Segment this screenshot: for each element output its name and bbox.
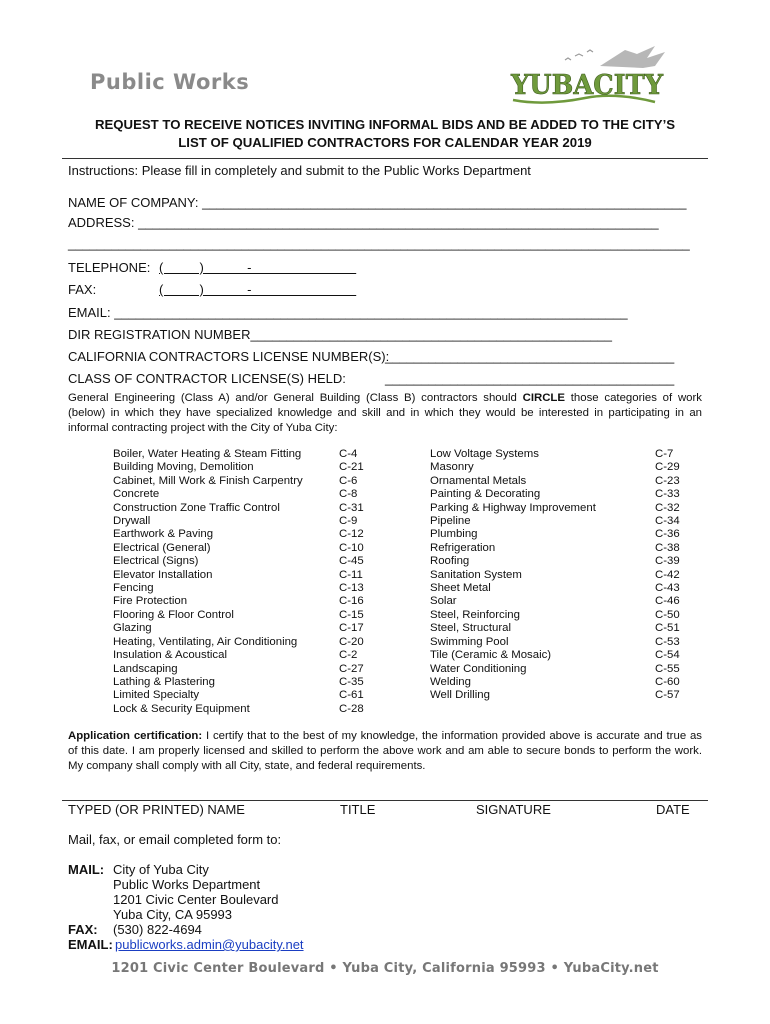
date-label: DATE — [656, 802, 690, 817]
left-code[interactable]: C-11 — [339, 568, 363, 581]
right-name[interactable]: Swimming Pool — [430, 635, 509, 648]
certification-label: Application certification: — [68, 730, 203, 742]
right-name[interactable]: Steel, Structural — [430, 622, 512, 635]
printed-name-label: TYPED (OR PRINTED) NAME — [68, 802, 245, 817]
right-code[interactable]: C-33 — [655, 488, 680, 501]
right-code[interactable]: C-34 — [655, 515, 680, 528]
signature-line[interactable] — [62, 800, 708, 801]
left-name[interactable]: Lock & Security Equipment — [113, 702, 250, 715]
left-code[interactable]: C-12 — [339, 528, 364, 541]
mail-label: MAIL: — [68, 862, 105, 877]
left-name[interactable]: Electrical (General) — [113, 541, 211, 554]
yuba-city-logo — [505, 44, 675, 116]
left-code[interactable]: C-21 — [339, 461, 364, 474]
dir-registration-field[interactable]: DIR REGISTRATION NUMBER__________________________________________________ — [68, 327, 612, 342]
mail-address-1: City of Yuba City — [113, 862, 209, 877]
right-name[interactable]: Roofing — [430, 555, 470, 568]
right-code[interactable]: C-53 — [655, 635, 680, 648]
instructions: Instructions: Please fill in completely and submit to the Public Works Department — [68, 163, 531, 178]
left-code[interactable]: C-35 — [339, 675, 364, 688]
left-code[interactable]: C-4 — [339, 448, 358, 460]
left-name[interactable]: Cabinet, Mill Work & Finish Carpentry — [113, 474, 303, 487]
right-code[interactable]: C-7 — [655, 448, 674, 460]
right-name[interactable]: Steel, Reinforcing — [430, 608, 520, 621]
right-code[interactable]: C-39 — [655, 555, 680, 568]
right-code[interactable]: C-60 — [655, 675, 680, 688]
circle-emphasis: CIRCLE — [522, 392, 565, 404]
right-code[interactable]: C-51 — [655, 622, 680, 635]
right-name[interactable]: Masonry — [430, 461, 474, 474]
right-name[interactable]: Sanitation System — [430, 568, 522, 581]
left-code[interactable]: C-31 — [339, 501, 364, 514]
general-instructions — [68, 391, 702, 436]
left-name[interactable]: Glazing — [113, 622, 152, 635]
right-code[interactable]: C-23 — [655, 474, 680, 487]
telephone-label: TELEPHONE: — [68, 260, 151, 275]
left-code[interactable]: C-10 — [339, 541, 364, 554]
right-name[interactable]: Pipeline — [430, 515, 471, 528]
left-name[interactable]: Flooring & Floor Control — [113, 608, 234, 621]
right-name[interactable]: Well Drilling — [430, 689, 490, 702]
email-link[interactable]: publicworks.admin@yubacity.net — [115, 937, 304, 952]
right-code[interactable]: C-42 — [655, 568, 680, 581]
form-title-line-2: LIST OF QUALIFIED CONTRACTORS FOR CALENDAR YEAR 2019 — [178, 135, 592, 150]
left-name[interactable]: Lathing & Plastering — [113, 675, 215, 688]
fax-number: (530) 822-4694 — [113, 922, 202, 937]
mail-address-4: Yuba City, CA 95993 — [113, 907, 233, 922]
address-field[interactable]: ADDRESS: ________________________________________________________________________ — [68, 215, 659, 230]
email-field[interactable]: EMAIL: _______________________________________________________________________ — [68, 305, 628, 320]
right-name[interactable]: Welding — [430, 675, 471, 688]
department-name: Public Works — [90, 70, 250, 94]
right-name[interactable]: Refrigeration — [430, 541, 496, 554]
right-code[interactable]: C-32 — [655, 501, 680, 514]
left-code[interactable]: C-28 — [339, 702, 364, 715]
title-label: TITLE — [340, 802, 376, 817]
general-text-before: General Engineering (Class A) and/or General Building (Class B) contractors should — [68, 392, 523, 404]
mail-instructions: Mail, fax, or email completed form to: — [68, 832, 282, 847]
left-name[interactable]: Boiler, Water Heating & Steam Fitting — [113, 448, 302, 460]
left-name[interactable]: Landscaping — [113, 662, 178, 675]
address-line-2-field[interactable]: ______________________________________________________________________________________ — [68, 236, 690, 251]
footer-address: 1201 Civic Center Boulevard • Yuba City, California 95993 • YubaCity.net — [111, 961, 659, 976]
left-code[interactable]: C-13 — [339, 582, 364, 595]
right-code[interactable]: C-38 — [655, 541, 680, 554]
right-name[interactable]: Tile (Ceramic & Mosaic) — [430, 649, 552, 662]
left-code[interactable]: C-61 — [339, 689, 364, 702]
right-code[interactable]: C-43 — [655, 582, 680, 595]
left-name[interactable]: Fencing — [113, 582, 154, 595]
left-code[interactable]: C-6 — [339, 474, 358, 487]
left-name[interactable]: Fire Protection — [113, 595, 188, 608]
left-name[interactable]: Building Moving, Demolition — [113, 461, 254, 474]
right-code[interactable]: C-55 — [655, 662, 680, 675]
right-code[interactable]: C-36 — [655, 528, 680, 541]
logo-text: YUBACITY — [510, 70, 664, 101]
license-number-field[interactable]: ________________________________________ — [385, 349, 675, 364]
categories-right-names — [430, 448, 596, 703]
right-name[interactable]: Plumbing — [430, 528, 478, 541]
left-name[interactable]: Construction Zone Traffic Control — [113, 501, 280, 514]
left-code[interactable]: C-27 — [339, 662, 364, 675]
license-number-label: CALIFORNIA CONTRACTORS LICENSE NUMBER(S): — [68, 349, 390, 364]
fax-label: FAX: — [68, 282, 97, 297]
right-name[interactable]: Low Voltage Systems — [430, 448, 539, 460]
right-name[interactable]: Water Conditioning — [430, 662, 527, 675]
right-code[interactable]: C-50 — [655, 608, 680, 621]
left-name[interactable]: Earthwork & Paving — [113, 528, 214, 541]
general-text-after: those categories of work (below) in which they have specialized knowledge and skill and in which they would be interested in participating in an informal contracting project with the City of Yuba City: — [68, 392, 702, 434]
categories-left-names — [113, 448, 303, 716]
left-code[interactable]: C-15 — [339, 608, 364, 621]
left-name[interactable]: Heating, Ventilating, Air Conditioning — [113, 635, 298, 648]
form-title-line-1: REQUEST TO RECEIVE NOTICES INVITING INFORMAL BIDS AND BE ADDED TO THE CITY’S — [94, 117, 676, 132]
right-code[interactable]: C-57 — [655, 689, 680, 702]
mail-address-2: Public Works Department — [113, 877, 261, 892]
company-name-field[interactable]: NAME OF COMPANY: ___________________________________________________________________ — [68, 195, 687, 210]
left-code[interactable]: C-45 — [339, 555, 364, 568]
left-name[interactable]: Insulation & Acoustical — [113, 649, 227, 662]
certification-text: I certify that to the best of my knowledge, the information provided above is accurate and true as of this date. I am properly licensed and skilled to perform the above work and am able to secure bonds to perform the work. My company shall comply with all City, state, and federal requirements. — [68, 730, 702, 772]
fax-field[interactable]: ( ) - — [159, 282, 357, 297]
signature-label: SIGNATURE — [476, 802, 551, 817]
left-code[interactable]: C-2 — [339, 649, 358, 662]
right-name[interactable]: Ornamental Metals — [430, 474, 527, 487]
left-code[interactable]: C-9 — [339, 515, 358, 528]
left-code[interactable]: C-20 — [339, 635, 364, 648]
email-link-wrapper — [115, 937, 304, 952]
right-name[interactable]: Sheet Metal — [430, 582, 491, 595]
right-code[interactable]: C-29 — [655, 461, 680, 474]
fax-contact-label: FAX: — [68, 922, 98, 937]
telephone-field[interactable]: ( ) - — [159, 260, 357, 275]
categories-left-codes — [339, 448, 364, 716]
left-name[interactable]: Limited Specialty — [113, 689, 200, 702]
left-name[interactable]: Elevator Installation — [113, 568, 213, 581]
email-contact-label: EMAIL: — [68, 937, 113, 952]
right-code[interactable]: C-54 — [655, 649, 680, 662]
left-name[interactable]: Electrical (Signs) — [113, 555, 199, 568]
left-name[interactable]: Drywall — [113, 515, 151, 528]
left-code[interactable]: C-17 — [339, 622, 364, 635]
right-name[interactable]: Parking & Highway Improvement — [430, 501, 596, 514]
license-class-label: CLASS OF CONTRACTOR LICENSE(S) HELD: — [68, 371, 346, 386]
left-code[interactable]: C-16 — [339, 595, 364, 608]
left-code[interactable]: C-8 — [339, 488, 358, 501]
left-name[interactable]: Concrete — [113, 488, 160, 501]
right-name[interactable]: Solar — [430, 595, 457, 608]
license-class-field[interactable]: ________________________________________ — [385, 371, 675, 386]
application-certification — [68, 729, 702, 774]
mail-address-3: 1201 Civic Center Boulevard — [113, 892, 279, 907]
right-code[interactable]: C-46 — [655, 595, 680, 608]
categories-right-codes — [655, 448, 680, 703]
right-name[interactable]: Painting & Decorating — [430, 488, 541, 501]
title-divider — [62, 158, 708, 159]
